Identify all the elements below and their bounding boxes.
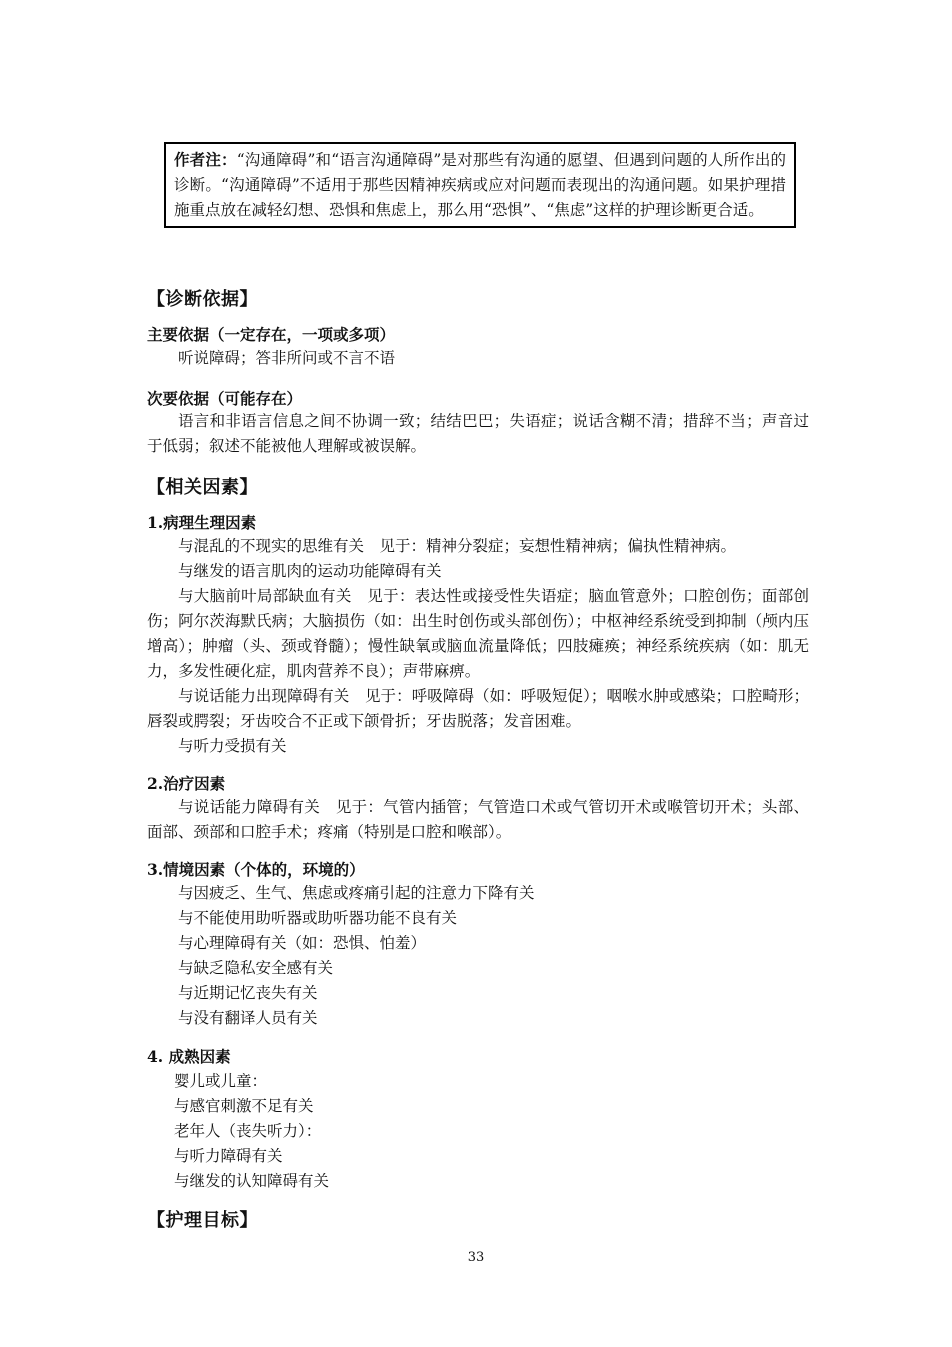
situational-title: 3.情境因素（个体的，环境的） [147, 860, 365, 879]
maturational-item: 老年人（丧失听力）： [174, 1122, 322, 1140]
maturational-title: 4. 成熟因素 [147, 1047, 231, 1066]
patho-item: 与继发的语言肌肉的运动功能障碍有关 [178, 562, 442, 580]
maturational-item: 婴儿或儿童： [174, 1072, 268, 1090]
goals-heading: 【护理目标】 [147, 1210, 258, 1231]
maturational-item: 与听力障碍有关 [174, 1147, 283, 1165]
maturational-item: 与继发的认知障碍有关 [174, 1172, 330, 1190]
treatment-title: 2.治疗因素 [147, 774, 226, 793]
patho-item: 与大脑前叶局部缺血有关 见于：表达性或接受性失语症；脑血管意外；口腔创伤；面部创伤；阿尔茨海默氏病；大脑损伤（如：出生时创伤或头部创伤）；中枢神经系统受到抑制（颅内压增高）；肿瘤（头、颈或脊髓）；慢性缺氧或脑血流量降低；四肢瘫痪；神经系统疾病（如：肌无力，多发性硬化症，肌肉营养不良）；声带麻痹。 [147, 587, 809, 680]
author-note-text: “沟通障碍”和“语言沟通障碍”是对那些有沟通的愿望、但遇到问题的人所作出的诊断。“沟通障碍”不适用于那些因精神疾病或应对问题而表现出的沟通问题。如果护理措施重点放在减轻幻想、恐惧和焦虑上，那么用“恐惧”、“焦虑”这样的护理诊断更合适。 [174, 151, 786, 219]
situational-item: 与缺乏隐私安全感有关 [178, 959, 334, 977]
treatment-text: 与说话能力障碍有关 见于：气管内插管；气管造口术或气管切开术或喉管切开术；头部、面部、颈部和口腔手术；疼痛（特别是口腔和喉部）。 [147, 798, 809, 841]
minor-criteria-title: 次要依据（可能存在） [147, 390, 303, 408]
patho-item: 与说话能力出现障碍有关 见于：呼吸障碍（如：呼吸短促）；咽喉水肿或感染；口腔畸形；唇裂或腭裂；牙齿咬合不正或下颌骨折；牙齿脱落；发音困难。 [147, 687, 809, 730]
patho-item: 与混乱的不现实的思维有关 见于：精神分裂症；妄想性精神病；偏执性精神病。 [178, 537, 737, 555]
situational-item: 与没有翻译人员有关 [178, 1009, 318, 1027]
author-note-box [164, 142, 796, 228]
patho-item: 与听力受损有关 [178, 737, 287, 755]
situational-item: 与不能使用助听器或助听器功能不良有关 [178, 909, 458, 927]
situational-item: 与近期记忆丧失有关 [178, 984, 318, 1002]
author-note-label: 作者注： [174, 150, 237, 169]
maturational-item: 与感官刺激不足有关 [174, 1097, 314, 1115]
page-number: 33 [467, 1250, 485, 1265]
diagnosis-heading: 【诊断依据】 [147, 289, 258, 310]
factors-heading: 【相关因素】 [147, 477, 258, 498]
pathophysiology-title: 1.病理生理因素 [147, 513, 257, 532]
situational-item: 与心理障碍有关（如：恐惧、怕羞） [178, 934, 427, 952]
major-criteria-title: 主要依据（一定存在，一项或多项） [147, 326, 396, 344]
situational-item: 与因疲乏、生气、焦虑或疼痛引起的注意力下降有关 [178, 884, 535, 902]
major-criteria-text: 听说障碍；答非所问或不言不语 [178, 349, 396, 367]
minor-criteria-text: 语言和非语言信息之间不协调一致；结结巴巴；失语症；说话含糊不清；措辞不当；声音过于低弱；叙述不能被他人理解或被误解。 [147, 412, 809, 455]
